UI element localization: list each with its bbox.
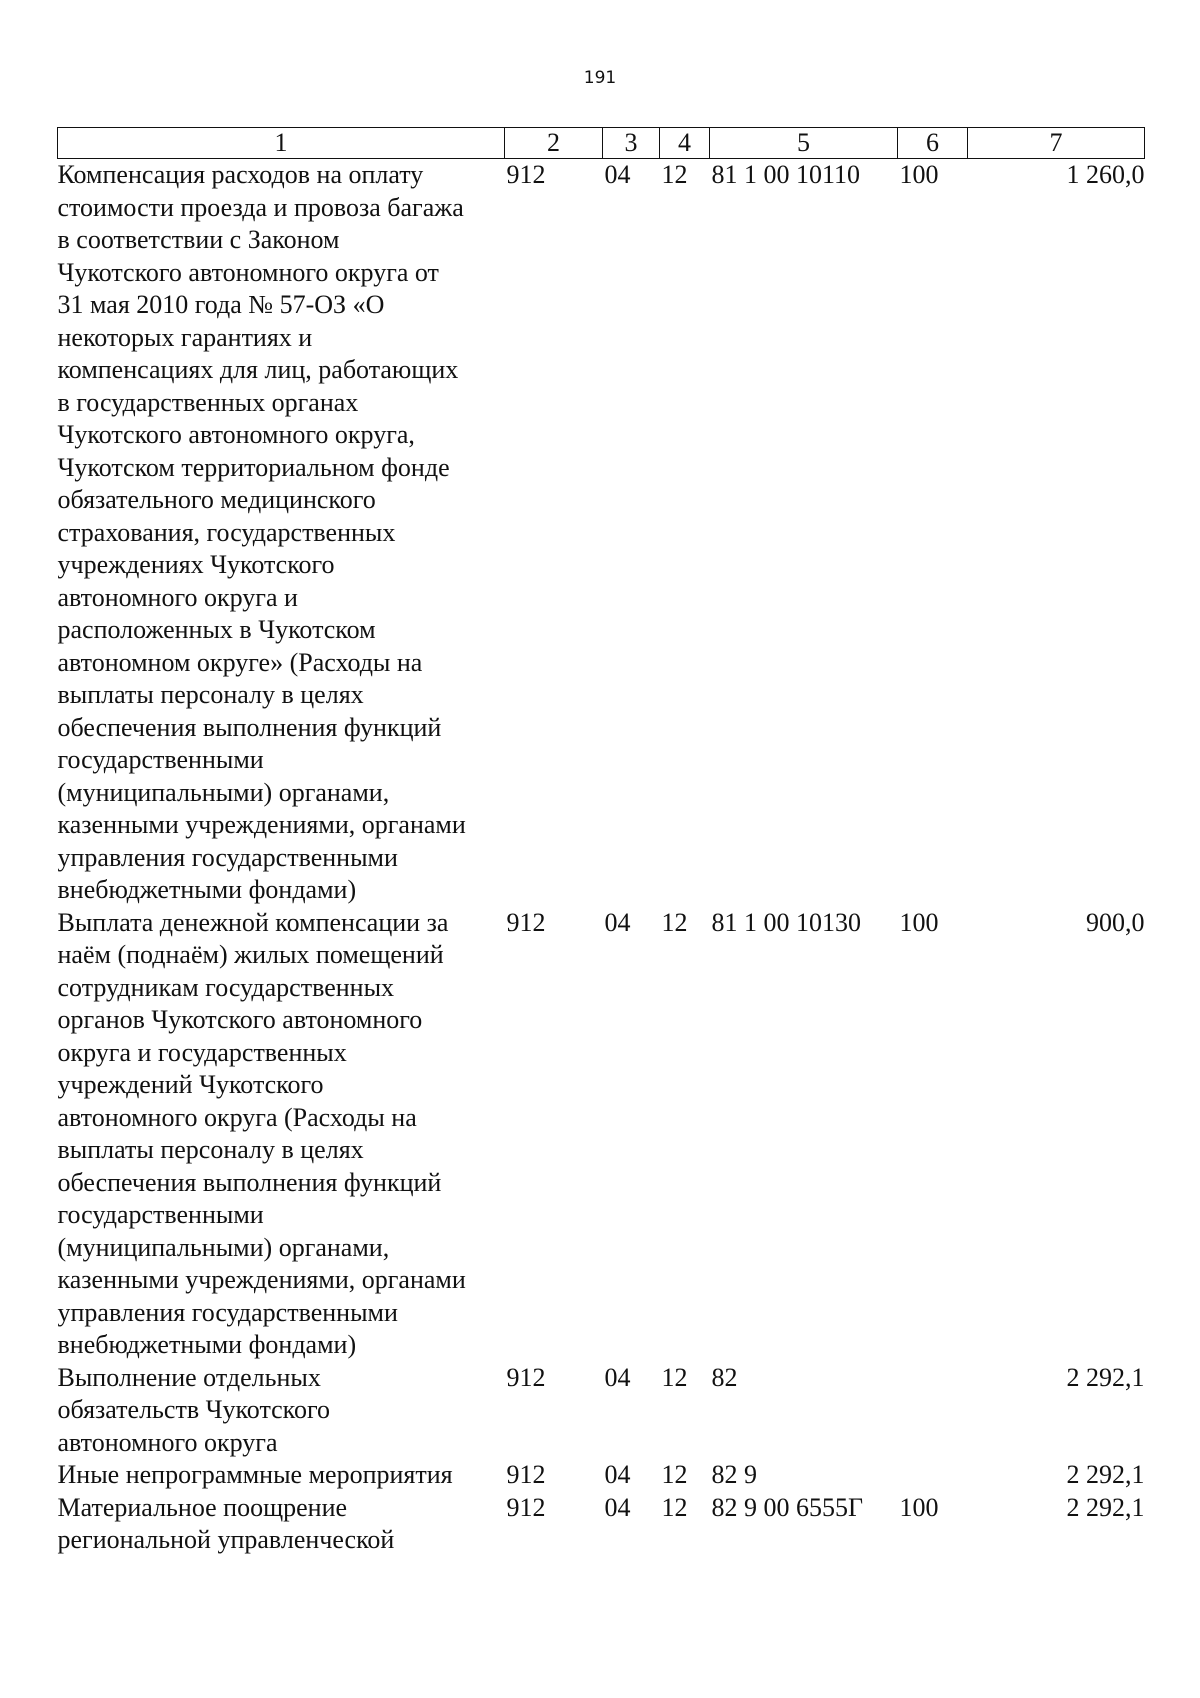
row-name-line: автономного округа и	[57, 582, 298, 612]
row-name-line: учреждений Чукотского	[57, 1070, 324, 1099]
row-name-line: обязательств Чукотского	[57, 1395, 331, 1424]
page-number: 191	[583, 68, 617, 88]
table-row	[58, 159, 1145, 907]
table-row	[58, 1362, 1145, 1460]
row-name-line: внебюджетными фондами)	[57, 1330, 357, 1359]
row-name-line: органов Чукотского автономного	[57, 1005, 423, 1034]
row-code-cell: 912	[506, 1362, 546, 1392]
row-target-article-cell: 82	[711, 1362, 738, 1392]
row-expense-type-cell	[898, 1459, 968, 1492]
row-section-cell: 04	[604, 1460, 631, 1489]
row-amount-cell: 2 292,1	[1066, 1492, 1145, 1522]
row-name-line: обеспечения выполнения функций	[57, 1167, 442, 1197]
row-name-line: автономного округа (Расходы на	[57, 1102, 417, 1132]
row-name-line: выплаты персоналу в целях	[57, 1135, 364, 1164]
row-name-line: стоимости проезда и провоза багажа	[57, 192, 464, 222]
row-name-line: казенными учреждениями, органами	[57, 810, 466, 839]
row-name-line: обеспечения выполнения функций	[57, 712, 442, 742]
row-subsection-cell: 12	[661, 1362, 688, 1392]
table-row	[58, 1459, 1145, 1492]
row-name-line: автономном округе» (Расходы на	[57, 647, 423, 677]
row-expense-type-cell: 100	[899, 160, 939, 189]
row-name-line: учреждениях Чукотского	[57, 550, 335, 579]
row-section-cell: 04	[604, 160, 631, 189]
row-target-article-cell: 81 1 00 10130	[711, 907, 861, 937]
row-code-cell: 912	[506, 1460, 546, 1489]
header-col-1: 1	[58, 128, 505, 159]
row-code-cell: 912	[506, 160, 546, 189]
table-body	[58, 159, 1145, 1557]
row-name-line: в соответствии с Законом	[57, 225, 340, 254]
row-name-line: внебюджетными фондами)	[57, 875, 357, 904]
row-target-article-cell: 82 9	[711, 1460, 757, 1489]
row-section-cell: 04	[604, 1492, 631, 1522]
row-name-line: управления государственными	[57, 842, 398, 872]
row-name-line: 31 мая 2010 года № 57-ОЗ «О	[57, 290, 385, 319]
table-row	[58, 1492, 1145, 1557]
header-col-2: 2	[505, 128, 603, 159]
row-expense-type-cell	[898, 1362, 968, 1460]
row-subsection-cell: 12	[661, 160, 688, 189]
row-name-cell	[58, 1362, 505, 1460]
row-name-cell	[58, 159, 505, 907]
budget-table	[57, 127, 1145, 1557]
row-name-line: Компенсация расходов на оплату	[57, 160, 424, 189]
row-name-line: некоторых гарантиях и	[57, 322, 313, 352]
row-section-cell: 04	[604, 1362, 631, 1392]
row-name-line: наём (поднаём) жилых помещений	[57, 940, 444, 969]
row-name-line: управления государственными	[57, 1297, 398, 1327]
row-code-cell: 912	[506, 1492, 546, 1522]
row-target-article-cell: 81 1 00 10110	[711, 160, 861, 189]
row-name-line: автономного округа	[57, 1427, 278, 1457]
row-name-line: Выполнение отдельных	[57, 1362, 321, 1392]
row-name-line: Материальное поощрение	[57, 1492, 348, 1522]
row-name-line: (муниципальными) органами,	[57, 1232, 390, 1262]
row-name-line: сотрудникам государственных	[57, 972, 395, 1002]
row-name-line: Чукотского автономного округа,	[57, 420, 415, 449]
header-col-3: 3	[603, 128, 660, 159]
row-expense-type-cell: 100	[899, 907, 939, 937]
row-subsection-cell: 12	[661, 1492, 688, 1522]
row-subsection-cell: 12	[661, 1460, 688, 1489]
table-row	[58, 907, 1145, 1362]
row-expense-type-cell: 100	[899, 1492, 939, 1522]
row-amount-cell: 1 260,0	[1066, 160, 1145, 189]
table-header	[58, 128, 1145, 159]
header-col-7: 7	[968, 128, 1145, 159]
row-name-line: расположенных в Чукотском	[57, 615, 376, 644]
row-name-line: в государственных органах	[57, 387, 359, 417]
row-amount-cell: 900,0	[1086, 907, 1145, 937]
row-name-line: Чукотского автономного округа от	[57, 257, 439, 287]
row-name-line: Выплата денежной компенсации за	[57, 907, 449, 937]
row-name-line: государственными	[57, 1200, 264, 1229]
row-name-line: казенными учреждениями, органами	[57, 1265, 466, 1294]
header-col-4: 4	[660, 128, 710, 159]
row-target-article-cell: 82 9 00 6555Г	[711, 1492, 864, 1522]
row-name-line: обязательного медицинского	[57, 485, 376, 514]
row-name-cell	[58, 907, 505, 1362]
row-amount-cell: 2 292,1	[1066, 1362, 1145, 1392]
row-amount-cell: 2 292,1	[1066, 1460, 1145, 1489]
row-name-line: компенсациях для лиц, работающих	[57, 355, 459, 384]
header-col-5: 5	[710, 128, 898, 159]
row-name-line: региональной управленческой	[57, 1525, 395, 1554]
row-name-line: Иные непрограммные мероприятия	[57, 1460, 453, 1489]
row-name-line: выплаты персоналу в целях	[57, 680, 364, 709]
row-name-line: Чукотском территориальном фонде	[57, 452, 450, 482]
row-name-line: страхования, государственных	[57, 517, 396, 547]
row-name-line: (муниципальными) органами,	[57, 777, 390, 807]
row-name-cell	[58, 1492, 505, 1557]
header-col-6: 6	[898, 128, 968, 159]
row-subsection-cell: 12	[661, 907, 688, 937]
row-code-cell: 912	[506, 907, 546, 937]
row-name-line: государственными	[57, 745, 264, 774]
row-section-cell: 04	[604, 907, 631, 937]
row-name-line: округа и государственных	[57, 1037, 347, 1067]
header-row	[58, 128, 1145, 159]
row-name-cell	[58, 1459, 505, 1492]
